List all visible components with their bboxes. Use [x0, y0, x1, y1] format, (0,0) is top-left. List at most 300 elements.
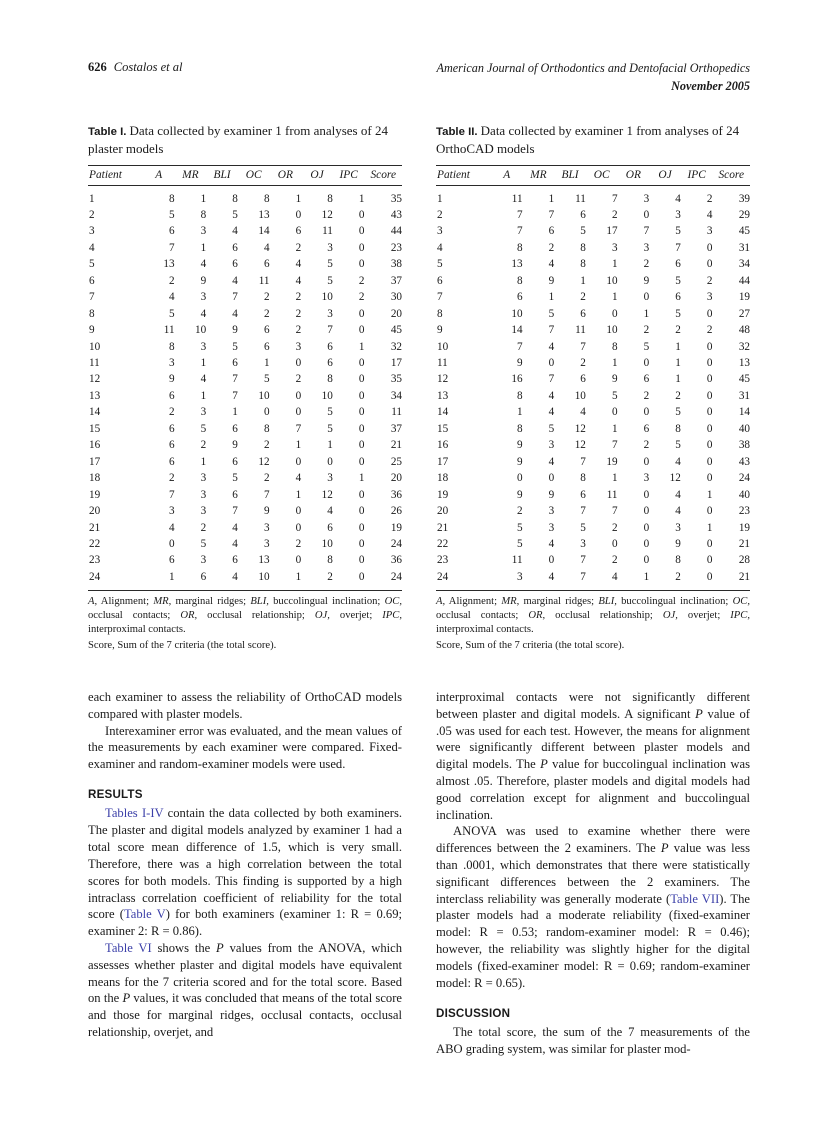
- cell-ipc: 4: [706, 208, 713, 221]
- cell-mr: 0: [548, 472, 555, 485]
- cell-patient: 19: [437, 488, 449, 501]
- cell-oj: 9: [675, 538, 681, 551]
- italic-p-4: P: [540, 757, 548, 772]
- cell-oj: 3: [675, 521, 681, 534]
- col-header-score: Score: [365, 165, 403, 185]
- cell-score: 19: [738, 521, 750, 534]
- cell-oj: 7: [675, 241, 681, 254]
- col-header-mr: MR: [175, 165, 207, 185]
- cell-a: 6: [168, 439, 175, 452]
- cell-bli: 6: [580, 307, 586, 320]
- cell-score: 17: [390, 357, 402, 370]
- crossref-table-vii[interactable]: Table VII: [670, 891, 720, 906]
- cell-oj: 3: [327, 307, 333, 320]
- cell-or: 0: [643, 357, 650, 370]
- cell-ipc: 0: [706, 505, 713, 518]
- cell-a: 9: [516, 455, 523, 468]
- cell-oc: 2: [263, 307, 270, 320]
- cell-oj: 10: [321, 538, 333, 551]
- abbrev-mr: MR,: [501, 595, 520, 607]
- cell-ipc: 3: [706, 291, 713, 304]
- table-row: [436, 470, 750, 486]
- cell-score: 21: [738, 538, 750, 551]
- cell-patient: 10: [437, 340, 449, 353]
- results-2-text-a: shows the: [151, 940, 217, 955]
- cell-oc: 3: [263, 538, 270, 551]
- cell-ipc: 0: [358, 488, 365, 501]
- abbrev-or: OR,: [528, 609, 546, 621]
- cell-ipc: 0: [358, 307, 365, 320]
- cell-patient: 20: [437, 505, 449, 518]
- cell-score: 20: [390, 472, 402, 485]
- cell-oj: 6: [327, 357, 333, 370]
- cell-ipc: 0: [706, 340, 713, 353]
- cell-oj: 10: [321, 389, 333, 402]
- cell-ipc: 0: [706, 538, 713, 551]
- table-row: [88, 339, 402, 355]
- table-abbrev-note: [88, 595, 402, 637]
- cell-bli: 12: [574, 439, 586, 452]
- cell-oc: 6: [263, 324, 270, 337]
- abbrev-ipc-text: interproximal contacts.: [88, 623, 186, 635]
- cell-oj: 8: [675, 554, 681, 567]
- cell-patient: 6: [437, 274, 443, 287]
- cell-ipc: 1: [358, 340, 365, 353]
- cell-mr: 2: [548, 241, 555, 254]
- table-body-1: [88, 185, 402, 590]
- cell-oc: 8: [611, 340, 618, 353]
- cell-or: 0: [295, 455, 302, 468]
- cell-or: 1: [295, 570, 302, 583]
- cell-patient: 14: [89, 406, 101, 419]
- cell-mr: 4: [548, 570, 555, 583]
- cell-bli: 1: [232, 406, 238, 419]
- cell-score: 37: [390, 422, 402, 435]
- cell-or: 7: [643, 225, 650, 238]
- table-row: [436, 421, 750, 437]
- cell-mr: 9: [200, 274, 207, 287]
- abbrev-oc-text: occlusal contacts;: [436, 609, 529, 621]
- cell-patient: 16: [89, 439, 101, 452]
- cell-oc: 12: [258, 455, 270, 468]
- cell-a: 8: [516, 241, 523, 254]
- cell-oc: 9: [263, 505, 270, 518]
- cell-a: 8: [516, 422, 523, 435]
- para-2-text-c: ). The plaster models had a moderate reliability (fixed-examiner model: R = 0.53; random-examiner model: R = 0.46); however, the reliability was slightly higher for the digital models (fixed-examiner model: R = 0.69; random-examiner model: R = 0.65).: [436, 891, 750, 990]
- cell-score: 27: [738, 307, 750, 320]
- cell-score: 19: [390, 521, 402, 534]
- cell-a: 16: [511, 373, 523, 386]
- para-2-text-b: value was less than .0001, which demonstrates that there were statistically significant differences between the 2 examiners. The interclass reliability was generally moderate (: [436, 841, 750, 906]
- table-row: [88, 454, 402, 470]
- cell-score: 44: [390, 225, 402, 238]
- cell-bli: 6: [580, 488, 586, 501]
- cell-patient: 7: [437, 291, 443, 304]
- cell-bli: 7: [580, 554, 586, 567]
- cell-oj: 3: [327, 241, 333, 254]
- crossref-table-vi[interactable]: Table VI: [105, 940, 152, 955]
- abbrev-bli-text: buccolingual inclination;: [268, 595, 385, 607]
- table-row: [88, 520, 402, 536]
- col-header-mr: MR: [523, 165, 555, 185]
- italic-p-5: P: [660, 841, 669, 856]
- col-header-or: OR: [618, 165, 650, 185]
- cell-oj: 12: [669, 472, 681, 485]
- cell-ipc: 0: [358, 258, 365, 271]
- cell-patient: 9: [437, 324, 443, 337]
- table-row: [88, 306, 402, 322]
- cell-oj: 11: [322, 225, 333, 238]
- cell-oj: 0: [327, 455, 333, 468]
- cell-bli: 4: [232, 570, 238, 583]
- table-row: [436, 339, 750, 355]
- cell-mr: 7: [548, 324, 555, 337]
- cell-bli: 6: [232, 241, 238, 254]
- abbrev-mr-text: marginal ridges;: [171, 595, 251, 607]
- cell-bli: 2: [580, 291, 586, 304]
- col-header-ipc: IPC: [681, 165, 713, 185]
- col-header-oj: OJ: [649, 165, 681, 185]
- table-row: [88, 322, 402, 338]
- cell-mr: 5: [200, 538, 207, 551]
- cell-a: 9: [516, 439, 523, 452]
- cell-mr: 4: [200, 373, 207, 386]
- cell-score: 21: [738, 570, 750, 583]
- cell-oc: 7: [611, 505, 618, 518]
- cell-oj: 8: [327, 373, 333, 386]
- cell-oc: 3: [263, 521, 270, 534]
- section-heading-results: RESULTS: [88, 787, 143, 801]
- table-row: [436, 256, 750, 272]
- cell-a: 5: [168, 208, 175, 221]
- cell-or: 4: [295, 472, 302, 485]
- cell-ipc: 0: [358, 241, 365, 254]
- cell-patient: 3: [89, 225, 95, 238]
- table-row: [436, 240, 750, 256]
- cell-oc: 4: [263, 241, 270, 254]
- cell-score: 34: [738, 258, 750, 271]
- results-1-text-a: contain the data collected by both examiners. The plaster and digital models analyzed by examiner 1 had a total score mean difference of 1.5, which is very small. Therefore, there was a high correlation between the total scores for both models. This finding is supported by a high intraclass correlation coefficient of reliability for the total score (: [88, 806, 402, 922]
- cell-bli: 7: [580, 505, 586, 518]
- cell-a: 2: [168, 472, 175, 485]
- cell-oj: 3: [327, 472, 333, 485]
- table-row: [88, 207, 402, 223]
- cell-oc: 1: [263, 357, 270, 370]
- table-abbrev-note: [436, 595, 750, 637]
- cell-mr: 5: [200, 422, 207, 435]
- left-column: [88, 122, 402, 1058]
- cell-ipc: 1: [358, 472, 365, 485]
- table-body-2: [436, 185, 750, 590]
- cell-score: 23: [738, 505, 750, 518]
- cell-score: 35: [390, 373, 402, 386]
- cell-a: 8: [516, 389, 523, 402]
- table-title: Data collected by examiner 1 from analyses of 24 plaster models: [88, 123, 388, 157]
- cell-oj: 8: [675, 422, 681, 435]
- cell-or: 1: [295, 439, 302, 452]
- cell-oc: 10: [606, 274, 618, 287]
- cell-mr: 5: [548, 422, 555, 435]
- cell-a: 2: [516, 505, 523, 518]
- cell-ipc: 0: [706, 455, 713, 468]
- cell-patient: 3: [437, 225, 443, 238]
- cell-ipc: 0: [358, 439, 365, 452]
- abbrev-oj-text: overjet;: [677, 609, 731, 621]
- table-header-row: [436, 165, 750, 185]
- cell-ipc: 0: [358, 406, 365, 419]
- cell-oc: 10: [606, 324, 618, 337]
- cell-or: 1: [295, 192, 302, 205]
- cell-patient: 18: [437, 472, 449, 485]
- page-columns: [88, 122, 750, 1058]
- cell-or: 1: [643, 307, 650, 320]
- cell-patient: 5: [437, 258, 443, 271]
- cell-or: 2: [295, 538, 302, 551]
- cell-score: 40: [738, 422, 750, 435]
- col-header-oc: OC: [586, 165, 618, 185]
- cell-oc: 10: [258, 570, 270, 583]
- cell-or: 3: [643, 192, 650, 205]
- cell-or: 6: [643, 373, 650, 386]
- col-header-patient: Patient: [436, 165, 491, 185]
- cell-bli: 7: [232, 373, 238, 386]
- page-number: 626: [88, 60, 107, 74]
- cell-ipc: 0: [706, 406, 713, 419]
- cell-bli: 11: [575, 192, 586, 205]
- cell-oc: 7: [611, 439, 618, 452]
- cell-a: 3: [168, 505, 175, 518]
- cell-score: 36: [390, 554, 402, 567]
- cell-patient: 15: [89, 422, 101, 435]
- cell-oj: 6: [675, 291, 681, 304]
- cell-a: 10: [511, 307, 523, 320]
- cell-a: 13: [511, 258, 523, 271]
- cell-mr: 1: [200, 389, 207, 402]
- cell-mr: 3: [548, 521, 555, 534]
- table-score-note: Score, Sum of the 7 criteria (the total score).: [436, 639, 625, 651]
- cell-oj: 12: [321, 488, 333, 501]
- cell-score: 26: [390, 505, 402, 518]
- table-row: [436, 355, 750, 371]
- cell-mr: 4: [548, 340, 555, 353]
- cell-score: 48: [738, 324, 750, 337]
- cell-patient: 19: [89, 488, 101, 501]
- cell-or: 0: [643, 455, 650, 468]
- cell-a: 5: [516, 538, 523, 551]
- cell-bli: 5: [580, 225, 586, 238]
- table-row: [436, 273, 750, 289]
- cell-ipc: 3: [706, 225, 713, 238]
- italic-p-3: P: [695, 706, 703, 721]
- para-1-text-c: value for buccolingual inclination was almost .05. Therefore, plaster models and digital models had good correlation except for alignment and buccolingual inclination.: [436, 757, 750, 822]
- cell-oc: 13: [258, 554, 270, 567]
- paragraph-anova: [436, 823, 750, 991]
- cell-patient: 2: [89, 208, 95, 221]
- cell-score: 38: [738, 439, 750, 452]
- cell-ipc: 0: [358, 357, 365, 370]
- table-row: [436, 569, 750, 590]
- journal-title: American Journal of Orthodontics and Dentofacial Orthopedics: [436, 61, 750, 75]
- cell-or: 0: [643, 554, 650, 567]
- cell-or: 5: [643, 340, 650, 353]
- cell-patient: 15: [437, 422, 449, 435]
- table-title: Data collected by examiner 1 from analyses of 24 OrthoCAD models: [436, 123, 740, 157]
- cell-oj: 5: [675, 439, 681, 452]
- cell-ipc: 0: [358, 554, 365, 567]
- cell-oc: 14: [258, 225, 270, 238]
- cell-oj: 10: [321, 291, 333, 304]
- cell-oj: 1: [675, 340, 681, 353]
- cell-or: 2: [295, 324, 302, 337]
- cell-score: 34: [390, 389, 402, 402]
- crossref-table-v[interactable]: Table V: [123, 907, 166, 922]
- cell-oc: 0: [611, 538, 618, 551]
- cell-ipc: 0: [706, 307, 713, 320]
- cell-or: 4: [295, 274, 302, 287]
- cell-score: 24: [738, 472, 750, 485]
- col-header-score: Score: [713, 165, 751, 185]
- cell-mr: 4: [548, 538, 555, 551]
- cell-patient: 9: [89, 324, 95, 337]
- cell-oc: 13: [258, 208, 270, 221]
- table-block-2: [436, 122, 750, 653]
- cell-oj: 4: [675, 455, 681, 468]
- table-row: [88, 421, 402, 437]
- col-header-patient: Patient: [88, 165, 143, 185]
- cell-patient: 7: [89, 291, 95, 304]
- abbrev-a: A,: [436, 595, 446, 607]
- cell-ipc: 0: [706, 472, 713, 485]
- cell-a: 0: [516, 472, 523, 485]
- cell-oj: 1: [327, 439, 333, 452]
- cell-oc: 2: [611, 208, 618, 221]
- cell-or: 3: [643, 472, 650, 485]
- cell-or: 1: [295, 488, 302, 501]
- cell-mr: 1: [200, 357, 207, 370]
- issue-date: November 2005: [671, 78, 750, 93]
- cell-a: 6: [168, 225, 175, 238]
- para-2-text-a: ANOVA was used to examine whether there were differences between the 2 examiners. The: [436, 824, 750, 856]
- cell-patient: 23: [89, 554, 101, 567]
- cell-ipc: 0: [706, 422, 713, 435]
- cell-oc: 17: [606, 225, 618, 238]
- abbrev-mr-text: marginal ridges;: [519, 595, 599, 607]
- cell-oj: 8: [327, 192, 333, 205]
- abbrev-oj: OJ,: [662, 609, 678, 621]
- cell-or: 3: [643, 241, 650, 254]
- paragraph-interexaminer-error: Interexaminer error was evaluated, and the mean values of the measurements by each examiner were compared. Fixed-examiner and random-examiner models were used.: [88, 723, 402, 772]
- cell-oj: 4: [675, 192, 681, 205]
- cell-score: 24: [390, 570, 402, 583]
- cell-oc: 6: [263, 340, 270, 353]
- cell-mr: 9: [548, 274, 555, 287]
- cell-score: 21: [390, 439, 402, 452]
- cell-bli: 6: [232, 258, 238, 271]
- cell-bli: 7: [580, 455, 586, 468]
- table-row: [436, 437, 750, 453]
- cell-bli: 10: [574, 389, 586, 402]
- cell-bli: 4: [232, 307, 238, 320]
- table-row: [88, 405, 402, 421]
- cell-a: 11: [511, 192, 523, 205]
- cell-a: 7: [516, 225, 523, 238]
- cell-or: 3: [295, 340, 302, 353]
- cell-a: 6: [168, 389, 175, 402]
- cell-or: 0: [643, 208, 650, 221]
- cell-or: 2: [643, 324, 650, 337]
- cell-bli: 8: [232, 192, 238, 205]
- cell-oc: 2: [611, 554, 618, 567]
- table-row: [436, 372, 750, 388]
- cell-oc: 0: [263, 406, 270, 419]
- cell-a: 1: [168, 570, 175, 583]
- crossref-tables-i-iv[interactable]: Tables I-IV: [105, 806, 164, 821]
- cell-score: 43: [390, 208, 402, 221]
- cell-score: 45: [738, 373, 750, 386]
- cell-or: 0: [295, 357, 302, 370]
- cell-oj: 6: [675, 258, 681, 271]
- cell-patient: 17: [437, 455, 449, 468]
- cell-oj: 5: [327, 274, 333, 287]
- cell-or: 0: [295, 505, 302, 518]
- para-1-text-a: interproximal contacts were not significantly different between plaster and digital models. A significant: [436, 689, 750, 721]
- cell-patient: 24: [89, 570, 101, 583]
- cell-ipc: 0: [358, 324, 365, 337]
- cell-bli: 8: [580, 241, 586, 254]
- cell-mr: 4: [548, 258, 555, 271]
- cell-a: 7: [168, 488, 175, 501]
- cell-ipc: 0: [358, 373, 365, 386]
- cell-oj: 5: [327, 406, 333, 419]
- cell-or: 0: [295, 389, 302, 402]
- cell-a: 11: [163, 324, 175, 337]
- cell-patient: 4: [89, 241, 95, 254]
- cell-oj: 8: [327, 554, 333, 567]
- cell-bli: 4: [232, 538, 238, 551]
- cell-patient: 22: [89, 538, 101, 551]
- cell-patient: 8: [437, 307, 443, 320]
- cell-score: 14: [738, 406, 750, 419]
- abbrev-a: A,: [88, 595, 98, 607]
- cell-oj: 6: [327, 521, 333, 534]
- abbrev-bli: BLI,: [598, 595, 617, 607]
- cell-mr: 6: [548, 225, 555, 238]
- cell-oj: 2: [327, 570, 333, 583]
- cell-a: 8: [168, 340, 175, 353]
- cell-mr: 9: [548, 488, 555, 501]
- cell-a: 0: [168, 538, 175, 551]
- cell-a: 3: [516, 570, 523, 583]
- table-row: [88, 185, 402, 207]
- cell-or: 0: [643, 406, 650, 419]
- col-header-ipc: IPC: [333, 165, 365, 185]
- cell-or: 0: [295, 521, 302, 534]
- cell-a: 6: [168, 554, 175, 567]
- cell-or: 0: [295, 554, 302, 567]
- cell-bli: 8: [580, 258, 586, 271]
- table-score-note: Score, Sum of the 7 criteria (the total score).: [88, 639, 277, 651]
- abbrev-or-text: occlusal relationship;: [545, 609, 663, 621]
- cell-oj: 7: [327, 324, 333, 337]
- cell-mr: 3: [548, 505, 555, 518]
- cell-mr: 3: [200, 406, 207, 419]
- col-header-oj: OJ: [301, 165, 333, 185]
- cell-oc: 8: [263, 422, 270, 435]
- abbrev-or-text: occlusal relationship;: [197, 609, 315, 621]
- cell-patient: 13: [437, 389, 449, 402]
- cell-ipc: 0: [358, 570, 365, 583]
- table-row: [88, 569, 402, 590]
